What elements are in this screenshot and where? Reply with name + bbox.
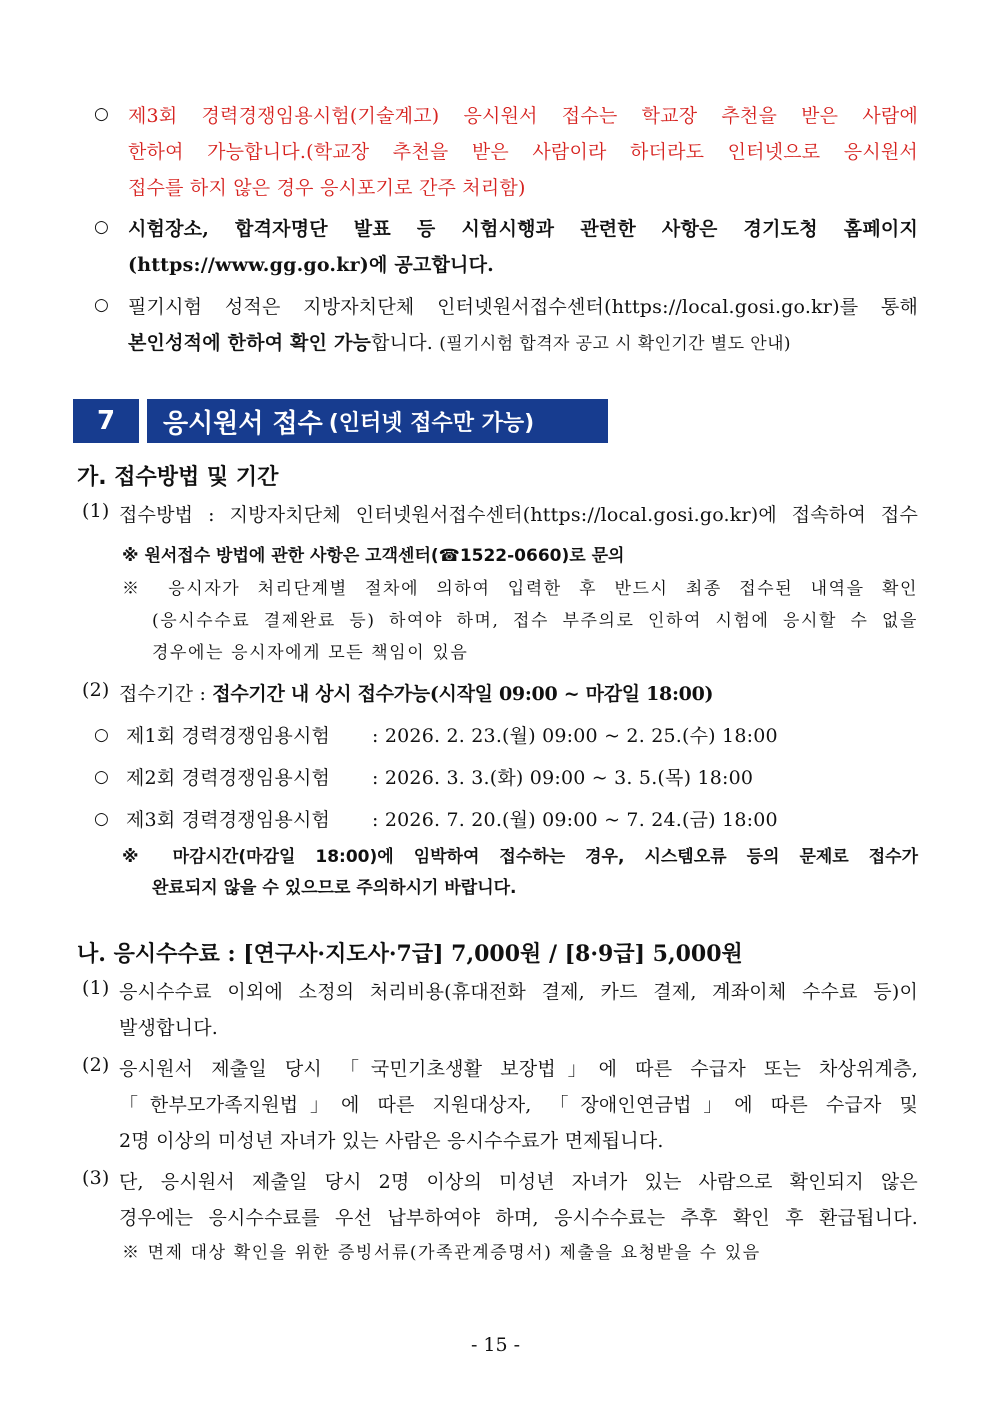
check-note-line2: (응시수수료 결제완료 등) 하여야 하며, 접수 부주의로 인하여 시험에 응시할 수 없을 xyxy=(152,611,918,631)
deadline-note-line1: ※ 마감시간(마감일 18:00)에 임박하여 접수하는 경우, 시스템오류 등의 문제로 접수가 xyxy=(122,847,918,867)
exemption-note: ※ 면제 대상 확인을 위한 증빙서류(가족관계증명서) 제출을 요청받을 수 있음 xyxy=(122,1243,761,1263)
page-number: - 15 - xyxy=(470,1334,521,1356)
call-center-note: ※ 원서접수 방법에 관한 사항은 고객센터(☎1522-0660)로 문의 xyxy=(122,546,625,566)
fee-item2-line3: 2명 이상의 미성년 자녀가 있는 사람은 응시수수료가 면제됩니다. xyxy=(119,1130,664,1152)
section-title-badge xyxy=(147,399,608,443)
fee-item1-line1: 응시수수료 이외에 소정의 처리비용(휴대전화 결제, 카드 결제, 계좌이체 수수료 등)이 xyxy=(119,981,918,1003)
item-number: (1) xyxy=(82,500,110,522)
schedule-2-name: 제2회 경력경쟁임용시험 xyxy=(126,767,331,789)
schedule-3-period: : 2026. 7. 20.(월) 09:00 ~ 7. 24.(금) 18:00 xyxy=(372,809,778,831)
bullet-mark: ○ xyxy=(94,295,109,315)
exam3-notice-line1: 제3회 경력경쟁임용시험(기술계고) 응시원서 접수는 학교장 추천을 받은 사람에 xyxy=(128,105,918,127)
item-number: (1) xyxy=(82,977,110,999)
exam3-notice-line2: 한하여 가능합니다.(학교장 추천을 받은 사람이라 하더라도 인터넷으로 응시원서 xyxy=(128,141,918,163)
fee-item3-line1: 단, 응시원서 제출일 당시 2명 이상의 미성년 자녀가 있는 사람으로 확인되지 않은 xyxy=(119,1171,918,1193)
schedule-3-name: 제3회 경력경쟁임용시험 xyxy=(126,809,331,831)
period-bold: 접수기간 내 상시 접수가능(시작일 09:00 ~ 마감일 18:00) xyxy=(212,683,714,705)
item-number: (3) xyxy=(82,1167,110,1189)
sub-heading-fee: 나. 응시수수료 : [연구사·지도사·7급] 7,000원 / [8·9급] 5,000원 xyxy=(77,941,743,967)
venue-notice-line1: 시험장소, 합격자명단 발표 등 시험시행과 관련한 사항은 경기도청 홈페이지 xyxy=(128,218,918,240)
score-notice-line1: 필기시험 성적은 지방자치단체 인터넷원서접수센터(https://local.gosi.go.kr)를 통해 xyxy=(128,296,918,318)
period-line xyxy=(119,679,713,706)
section-title-main: 응시원서 접수 xyxy=(163,408,323,439)
exam3-notice-line3: 접수를 하지 않은 경우 응시포기로 간주 처리함) xyxy=(128,177,526,199)
fee-item2-line1: 응시원서 제출일 당시 「국민기초생활 보장법」에 따른 수급자 또는 차상위계층, xyxy=(119,1058,918,1080)
check-note-line1: ※ 응시자가 처리단계별 절차에 의하여 입력한 후 반드시 최종 접수된 내역을 확인 xyxy=(122,579,918,599)
score-notice-bold: 본인성적에 한하여 확인 가능 xyxy=(128,332,372,354)
section-number: 7 xyxy=(96,406,116,436)
section-title-sub: (인터넷 접수만 가능) xyxy=(328,410,535,436)
fee-item3-line2: 경우에는 응시수수료를 우선 납부하여야 하며, 응시수수료는 추후 확인 후 환급됩니다. xyxy=(119,1207,918,1229)
schedule-2-period: : 2026. 3. 3.(화) 09:00 ~ 3. 5.(목) 18:00 xyxy=(372,767,754,789)
fee-item2-line2: 「한부모가족지원법」에 따른 지원대상자, 「장애인연금법」에 따른 수급자 및 xyxy=(119,1094,918,1116)
check-note-line3: 경우에는 응시자에게 모든 책임이 있음 xyxy=(152,643,469,663)
score-notice-normal: 합니다. xyxy=(371,332,433,354)
bullet-mark: ○ xyxy=(94,767,109,787)
bullet-mark: ○ xyxy=(94,217,109,237)
score-notice-line2 xyxy=(128,328,791,355)
item-number: (2) xyxy=(82,1054,110,1076)
schedule-1-name: 제1회 경력경쟁임용시험 xyxy=(126,725,331,747)
method-text: 접수방법 : 지방자치단체 인터넷원서접수센터(https://local.gosi.go.kr)에 접속하여 접수 xyxy=(119,504,918,526)
score-notice-small: (필기시험 합격자 공고 시 확인기간 별도 안내) xyxy=(439,334,791,354)
item-number: (2) xyxy=(82,679,110,701)
fee-item1-line2: 발생합니다. xyxy=(119,1017,219,1039)
schedule-1-period: : 2026. 2. 23.(월) 09:00 ~ 2. 25.(수) 18:00 xyxy=(372,725,778,747)
period-label: 접수기간 : xyxy=(119,683,213,705)
bullet-mark: ○ xyxy=(94,104,109,124)
venue-notice-line2: (https://www.gg.go.kr)에 공고합니다. xyxy=(128,254,494,276)
bullet-mark: ○ xyxy=(94,725,109,745)
sub-heading-method: 가. 접수방법 및 기간 xyxy=(77,465,279,490)
deadline-note-line2: 완료되지 않을 수 있으므로 주의하시기 바랍니다. xyxy=(152,878,517,898)
bullet-mark: ○ xyxy=(94,809,109,829)
section-number-badge xyxy=(73,399,139,443)
